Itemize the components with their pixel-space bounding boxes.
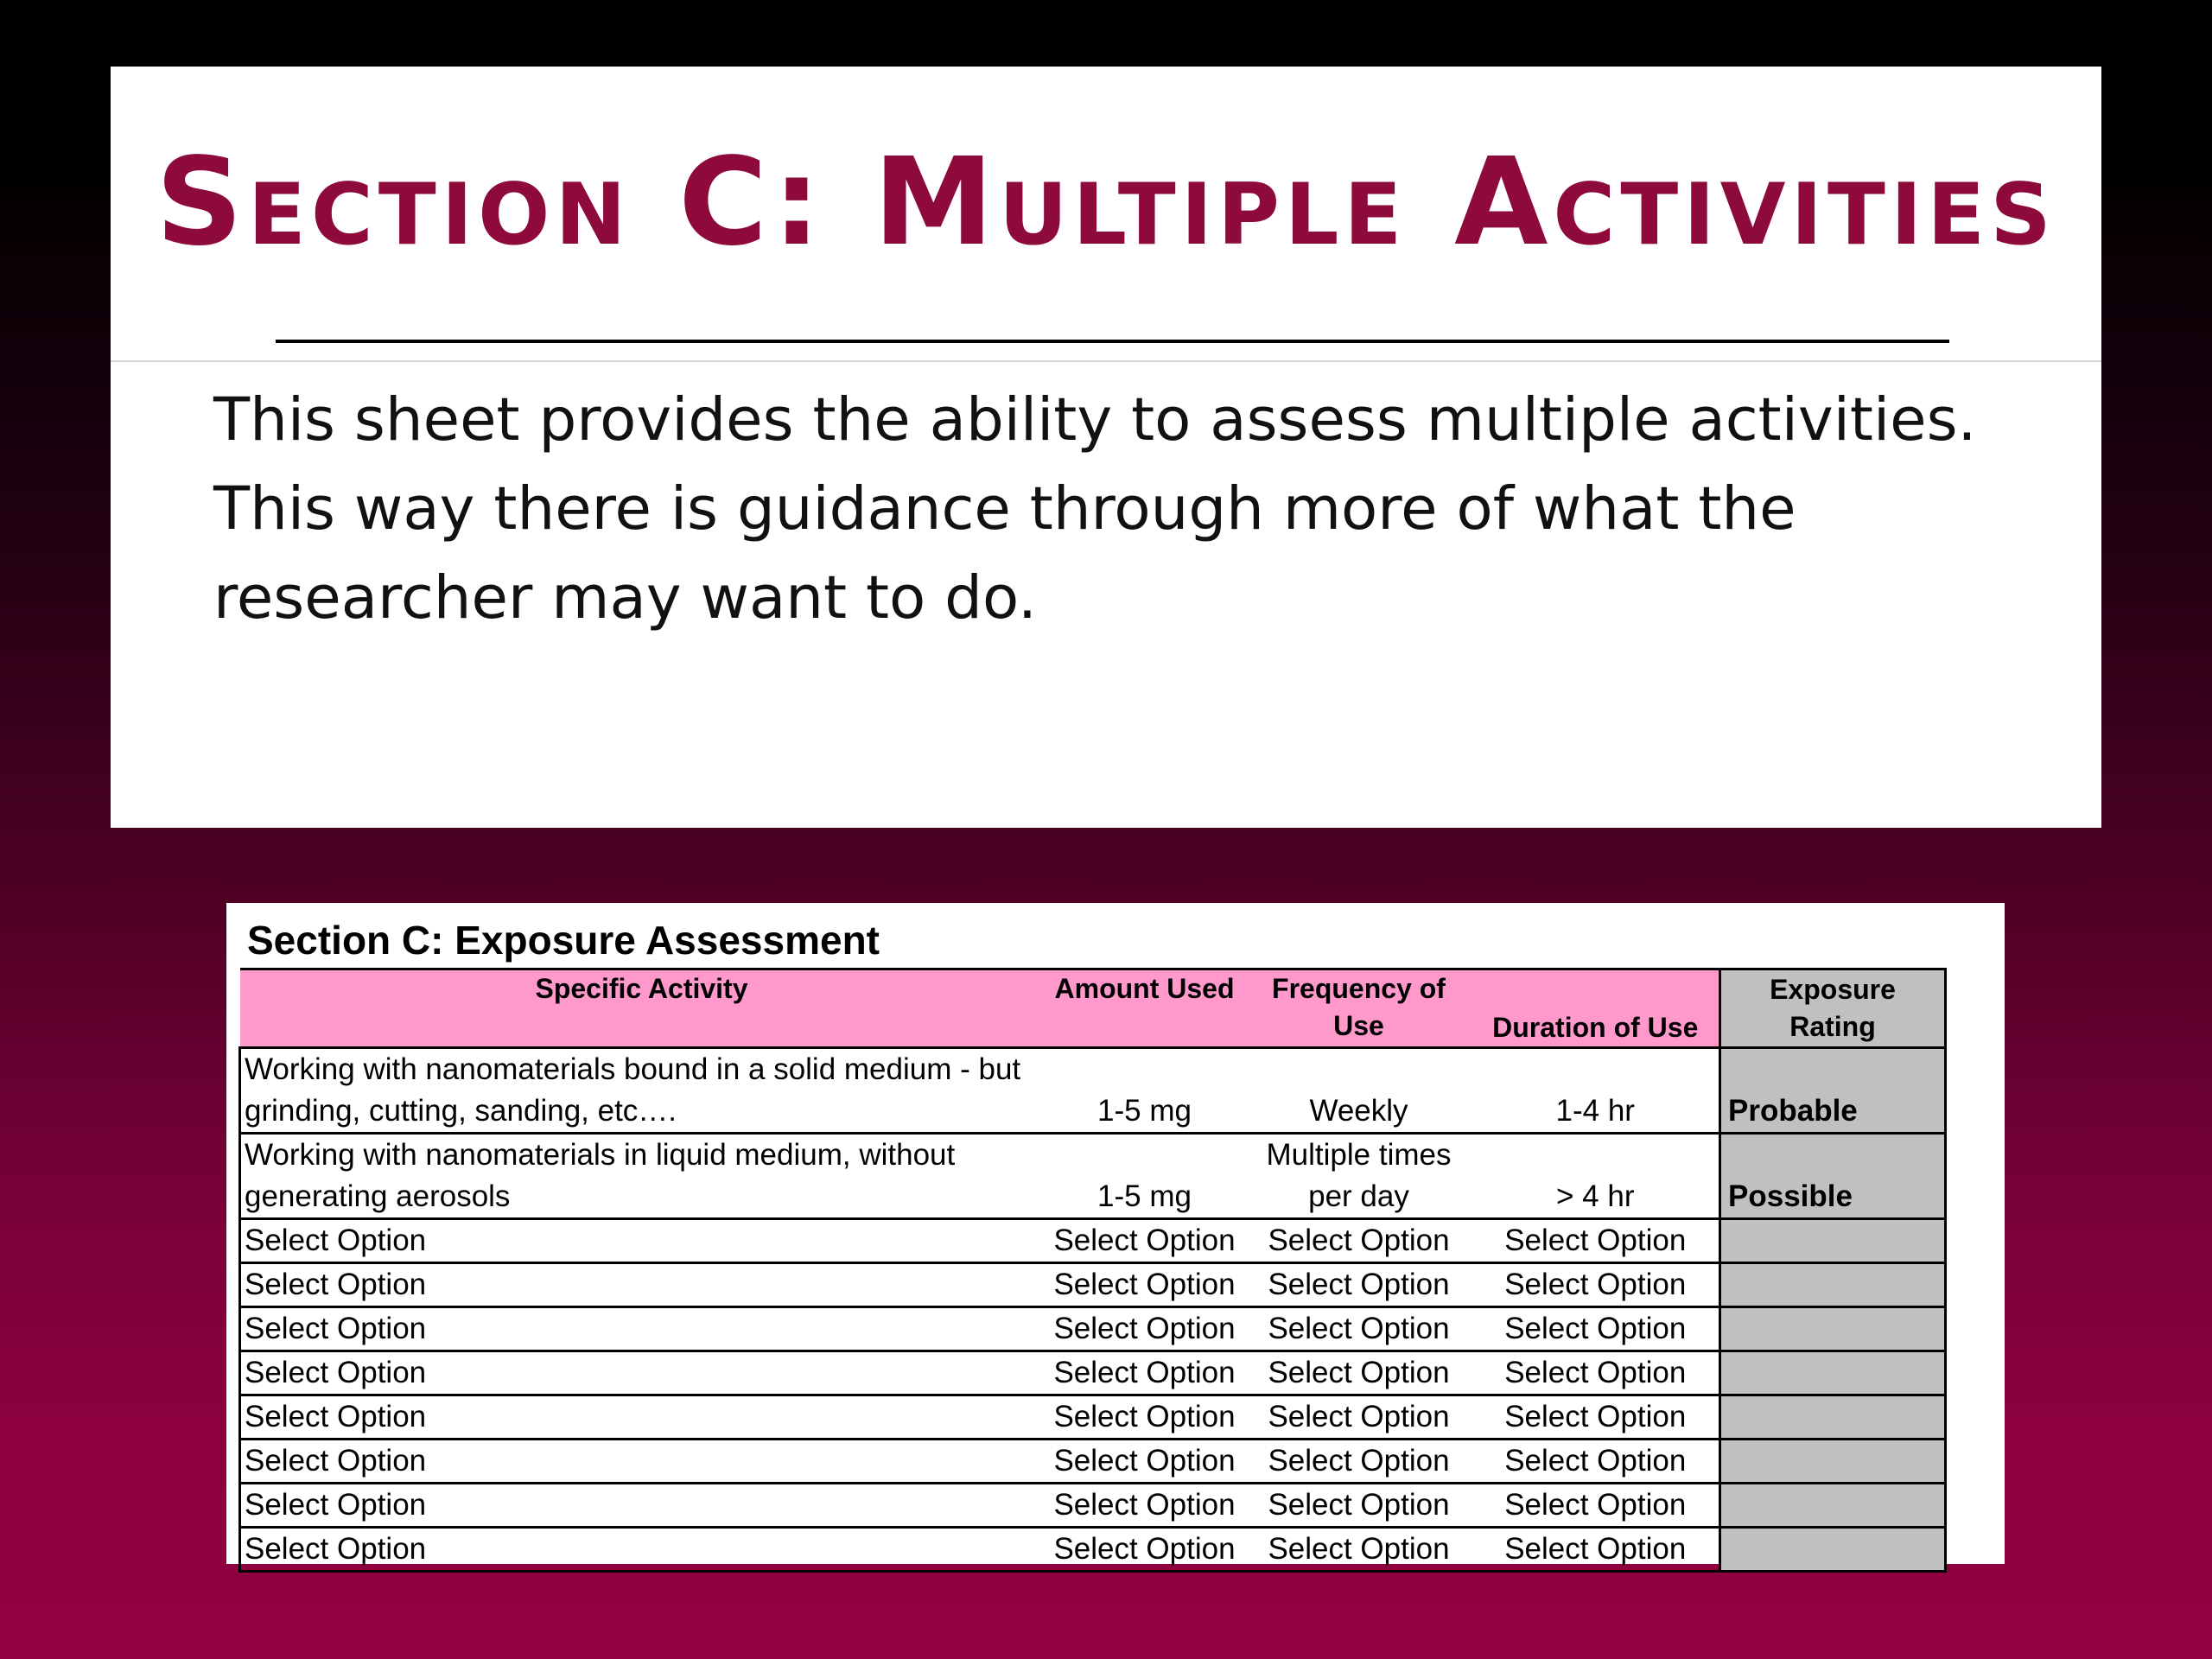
sheet-title: Section C: Exposure Assessment: [247, 918, 880, 963]
table-row: [240, 1307, 1946, 1351]
activity-cell[interactable]: Working with nanomaterials in liquid medium, without generating aerosols: [240, 1134, 1044, 1219]
frequency-cell[interactable]: Select Option: [1246, 1528, 1472, 1572]
column-header-exposure-rating: Exposure Rating: [1720, 969, 1946, 1048]
table-row: [240, 1440, 1946, 1484]
slide-title: Section C: Multiple Activities: [156, 132, 2056, 273]
duration-cell[interactable]: > 4 hr: [1472, 1134, 1720, 1219]
frequency-cell[interactable]: Multiple times per day: [1246, 1134, 1472, 1219]
amount-cell[interactable]: Select Option: [1044, 1484, 1246, 1528]
rating-cell: [1720, 1528, 1946, 1572]
table-row: [240, 1395, 1946, 1440]
activity-cell[interactable]: Select Option: [240, 1307, 1044, 1351]
rating-cell: [1720, 1484, 1946, 1528]
column-header-duration-of-use: Duration of Use: [1472, 969, 1720, 1048]
table-header-row: [240, 969, 1946, 1048]
slide-title-area: [111, 67, 2101, 360]
frequency-cell[interactable]: Select Option: [1246, 1307, 1472, 1351]
amount-cell[interactable]: Select Option: [1044, 1440, 1246, 1484]
activity-cell[interactable]: Select Option: [240, 1395, 1044, 1440]
frequency-cell[interactable]: Select Option: [1246, 1219, 1472, 1263]
duration-cell[interactable]: Select Option: [1472, 1307, 1720, 1351]
duration-cell[interactable]: 1-4 hr: [1472, 1048, 1720, 1134]
rating-cell: [1720, 1219, 1946, 1263]
table-row: [240, 1134, 1946, 1219]
table-row: [240, 1219, 1946, 1263]
rating-cell: [1720, 1263, 1946, 1307]
rating-cell: [1720, 1307, 1946, 1351]
table-row: [240, 1048, 1946, 1134]
duration-cell[interactable]: Select Option: [1472, 1219, 1720, 1263]
column-header-specific-activity: Specific Activity: [240, 969, 1044, 1048]
title-divider: [111, 360, 2101, 362]
slide-content-card: [111, 67, 2101, 828]
column-header-amount-used: Amount Used: [1044, 969, 1246, 1048]
table-row: [240, 1351, 1946, 1395]
rating-cell: [1720, 1351, 1946, 1395]
duration-cell[interactable]: Select Option: [1472, 1484, 1720, 1528]
duration-cell[interactable]: Select Option: [1472, 1263, 1720, 1307]
amount-cell[interactable]: Select Option: [1044, 1219, 1246, 1263]
rating-cell: Probable: [1720, 1048, 1946, 1134]
activity-cell[interactable]: Select Option: [240, 1263, 1044, 1307]
column-header-frequency-of-use: Frequency of Use: [1246, 969, 1472, 1048]
duration-cell[interactable]: Select Option: [1472, 1395, 1720, 1440]
activity-cell[interactable]: Select Option: [240, 1484, 1044, 1528]
duration-cell[interactable]: Select Option: [1472, 1351, 1720, 1395]
frequency-cell[interactable]: Select Option: [1246, 1395, 1472, 1440]
activity-cell[interactable]: Working with nanomaterials bound in a solid medium - but grinding, cutting, sanding, etc….: [240, 1048, 1044, 1134]
amount-cell[interactable]: 1-5 mg: [1044, 1134, 1246, 1219]
table-row: [240, 1263, 1946, 1307]
amount-cell[interactable]: Select Option: [1044, 1395, 1246, 1440]
amount-cell[interactable]: Select Option: [1044, 1528, 1246, 1572]
exposure-assessment-table: [238, 968, 1947, 1573]
amount-cell[interactable]: Select Option: [1044, 1263, 1246, 1307]
activity-cell[interactable]: Select Option: [240, 1528, 1044, 1572]
activity-cell[interactable]: Select Option: [240, 1219, 1044, 1263]
title-underline: [276, 340, 1949, 343]
duration-cell[interactable]: Select Option: [1472, 1528, 1720, 1572]
frequency-cell[interactable]: Select Option: [1246, 1263, 1472, 1307]
rating-cell: [1720, 1395, 1946, 1440]
duration-cell[interactable]: Select Option: [1472, 1440, 1720, 1484]
activity-cell[interactable]: Select Option: [240, 1440, 1044, 1484]
rating-cell: Possible: [1720, 1134, 1946, 1219]
slide-body-text: This sheet provides the ability to assess multiple activities. This way there is guidance through more of what the researcher may want to do.: [213, 385, 1977, 632]
frequency-cell[interactable]: Weekly: [1246, 1048, 1472, 1134]
frequency-cell[interactable]: Select Option: [1246, 1440, 1472, 1484]
amount-cell[interactable]: Select Option: [1044, 1307, 1246, 1351]
table-row: [240, 1528, 1946, 1572]
frequency-cell[interactable]: Select Option: [1246, 1351, 1472, 1395]
rating-cell: [1720, 1440, 1946, 1484]
table-row: [240, 1484, 1946, 1528]
amount-cell[interactable]: Select Option: [1044, 1351, 1246, 1395]
frequency-cell[interactable]: Select Option: [1246, 1484, 1472, 1528]
spreadsheet-screenshot: [226, 903, 2005, 1564]
activity-cell[interactable]: Select Option: [240, 1351, 1044, 1395]
amount-cell[interactable]: 1-5 mg: [1044, 1048, 1246, 1134]
